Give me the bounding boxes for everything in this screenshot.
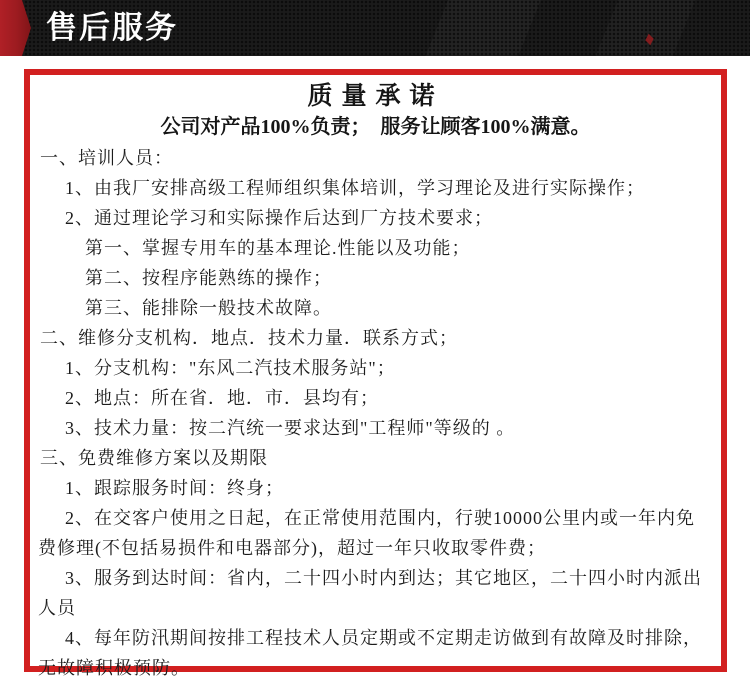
- doc-line: 2、在交客户使用之日起，在正常使用范围内，行驶10000公里内或一年内免费修理(不包括易损件和电器部分)，超过一年只收取零件费；: [38, 508, 695, 558]
- section-title: 售后服务: [46, 10, 178, 45]
- quality-commitment-document: [30, 75, 721, 683]
- doc-line: 2、通过理论学习和实际操作后达到厂方技术要求；: [65, 208, 493, 228]
- doc-line: 1、分支机构："东风二汽技术服务站"；: [65, 358, 396, 378]
- document-subtitle: 公司对产品100%负责； 服务让顾客100%满意。: [160, 116, 591, 138]
- doc-line: 第二、按程序能熟练的操作；: [85, 268, 332, 288]
- doc-line-section-1: 一、培训人员：: [40, 148, 173, 168]
- doc-line: 1、由我厂安排高级工程师组织集体培训，学习理论及进行实际操作；: [65, 178, 645, 198]
- red-arrow-icon: [0, 0, 31, 56]
- doc-line: 4、每年防汛期间按排工程技术人员定期或不定期走访做到有故障及时排除，无故障积极预防。: [38, 628, 702, 678]
- doc-line-section-2: 二、维修分支机构．地点．技术力量．联系方式；: [40, 328, 458, 348]
- banner-texture-fleck: [645, 34, 653, 46]
- quality-commitment-frame: [24, 69, 727, 678]
- doc-line: 3、服务到达时间：省内，二十四小时内到达；其它地区，二十四小时内派出人员: [38, 568, 702, 618]
- doc-line: 第一、掌握专用车的基本理论.性能以及功能；: [85, 238, 471, 258]
- doc-line: 2、地点：所在省．地．市．县均有；: [65, 388, 379, 408]
- doc-line-section-3: 三、免费维修方案以及期限: [40, 448, 268, 468]
- doc-line: 3、技术力量：按二汽统一要求达到"工程师"等级的 。: [65, 418, 516, 438]
- document-body: [38, 143, 713, 683]
- doc-line: 1、跟踪服务时间：终身；: [65, 478, 284, 498]
- document-title: 质量承诺: [307, 83, 444, 110]
- doc-line: 第三、能排除一般技术故障。: [85, 298, 332, 318]
- section-header-banner: [0, 0, 750, 56]
